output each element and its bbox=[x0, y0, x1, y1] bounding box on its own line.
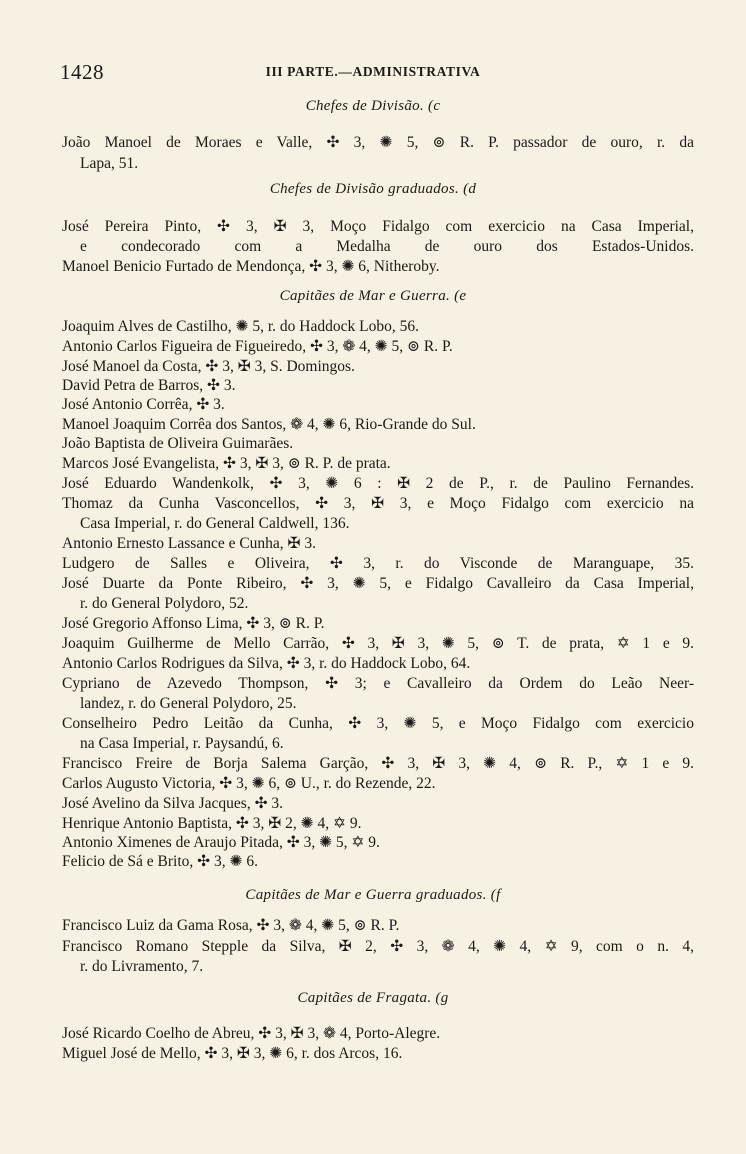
entry-line: Marcos José Evangelista, ✣ 3, ✠ 3, ⊚ R. P. de prata. bbox=[62, 455, 391, 472]
entry-line: Joaquim Alves de Castilho, ✺ 5, r. do Haddock Lobo, 56. bbox=[62, 318, 419, 335]
section-heading-capitaes-mar-guerra: Capitães de Mar e Guerra. (e bbox=[279, 288, 467, 304]
entry-line: Manoel Joaquim Corrêa dos Santos, ❁ 4, ✺ 6, Rio-Grande do Sul. bbox=[62, 416, 476, 433]
entry-line: Antonio Ximenes de Araujo Pitada, ✣ 3, ✺ 5, ✡ 9. bbox=[62, 834, 380, 851]
entry-line: Cypriano de Azevedo Thompson, ✣ 3; e Cavalleiro da Ordem do Leão Neer- bbox=[62, 675, 694, 692]
running-title: III PARTE.—ADMINISTRATIVA bbox=[265, 64, 481, 79]
entry-continuation: landez, r. do General Polydoro, 25. bbox=[80, 695, 297, 712]
entry-line: José Pereira Pinto, ✣ 3, ✠ 3, Moço Fidalgo com exercicio na Casa Imperial, bbox=[62, 218, 694, 235]
entry-line: José Ricardo Coelho de Abreu, ✣ 3, ✠ 3, ❁ 4, Porto-Alegre. bbox=[62, 1025, 441, 1042]
entry-line: Antonio Carlos Figueira de Figueiredo, ✣ 3, ❁ 4, ✺ 5, ⊚ R. P. bbox=[62, 338, 453, 355]
entry-line: Ludgero de Salles e Oliveira, ✣ 3, r. do Visconde de Maranguape, 35. bbox=[62, 555, 694, 572]
entry-line: José Antonio Corrêa, ✣ 3. bbox=[62, 396, 225, 413]
entry-line: Joaquim Guilherme de Mello Carrão, ✣ 3, ✠ 3, ✺ 5, ⊚ T. de prata, ✡ 1 e 9. bbox=[62, 635, 694, 652]
entry-line: Felicio de Sá e Brito, ✣ 3, ✺ 6. bbox=[62, 853, 259, 870]
section-heading-chefes-graduados: Chefes de Divisão graduados. (d bbox=[269, 181, 477, 197]
entry-continuation: Lapa, 51. bbox=[80, 155, 139, 172]
entry-line: Henrique Antonio Baptista, ✣ 3, ✠ 2, ✺ 4, ✡ 9. bbox=[62, 815, 362, 832]
entry-line: José Manoel da Costa, ✣ 3, ✠ 3, S. Domingos. bbox=[62, 358, 355, 375]
entry-line: José Gregorio Affonso Lima, ✣ 3, ⊚ R. P. bbox=[62, 615, 325, 632]
entry-line: José Duarte da Ponte Ribeiro, ✣ 3, ✺ 5, e Fidalgo Cavalleiro da Casa Imperial, bbox=[62, 575, 694, 592]
entry-line: Manoel Benicio Furtado de Mendonça, ✣ 3, ✺ 6, Nitheroby. bbox=[62, 258, 440, 275]
section-heading-chefes-divisao: Chefes de Divisão. (c bbox=[305, 98, 441, 114]
entry-line: Carlos Augusto Victoria, ✣ 3, ✺ 6, ⊚ U., r. do Rezende, 22. bbox=[62, 775, 436, 792]
entry-line: Conselheiro Pedro Leitão da Cunha, ✣ 3, ✺ 5, e Moço Fidalgo com exercicio bbox=[62, 715, 694, 732]
entry-line: José Eduardo Wandenkolk, ✣ 3, ✺ 6 : ✠ 2 de P., r. de Paulino Fernandes. bbox=[62, 475, 694, 492]
entry-line: João Baptista de Oliveira Guimarães. bbox=[62, 435, 294, 452]
entry-continuation: e condecorado com a Medalha de ouro dos Estados-Unidos. bbox=[80, 238, 694, 255]
entry-continuation: r. do General Polydoro, 52. bbox=[80, 595, 249, 612]
entry-line: João Manoel de Moraes e Valle, ✣ 3, ✺ 5, ⊚ R. P. passador de ouro, r. da bbox=[62, 134, 694, 151]
entry-line: Francisco Romano Stepple da Silva, ✠ 2, ✣ 3, ❁ 4, ✺ 4, ✡ 9, com o n. 4, bbox=[62, 938, 694, 955]
entry-continuation: Casa Imperial, r. do General Caldwell, 136. bbox=[80, 515, 350, 532]
entry-line: Antonio Ernesto Lassance e Cunha, ✠ 3. bbox=[62, 535, 317, 552]
entry-line: Miguel José de Mello, ✣ 3, ✠ 3, ✺ 6, r. dos Arcos, 16. bbox=[62, 1045, 403, 1062]
section-heading-capitaes-fragata: Capitães de Fragata. (g bbox=[297, 990, 449, 1006]
entry-line: Francisco Freire de Borja Salema Garção, ✣ 3, ✠ 3, ✺ 4, ⊚ R. P., ✡ 1 e 9. bbox=[62, 755, 694, 772]
entry-line: José Avelino da Silva Jacques, ✣ 3. bbox=[62, 795, 284, 812]
entry-line: Antonio Carlos Rodrigues da Silva, ✣ 3, r. do Haddock Lobo, 64. bbox=[62, 655, 471, 672]
section-heading-capitaes-mar-guerra-graduados: Capitães de Mar e Guerra graduados. (f bbox=[245, 887, 501, 903]
entry-line: David Petra de Barros, ✣ 3. bbox=[62, 377, 236, 394]
entry-continuation: r. do Livramento, 7. bbox=[80, 958, 204, 975]
page-number: 1428 bbox=[60, 60, 104, 84]
entry-line: Thomaz da Cunha Vasconcellos, ✣ 3, ✠ 3, e Moço Fidalgo com exercicio na bbox=[62, 495, 694, 512]
entry-line: Francisco Luiz da Gama Rosa, ✣ 3, ❁ 4, ✺ 5, ⊚ R. P. bbox=[62, 917, 400, 934]
entry-continuation: na Casa Imperial, r. Paysandú, 6. bbox=[80, 735, 284, 752]
